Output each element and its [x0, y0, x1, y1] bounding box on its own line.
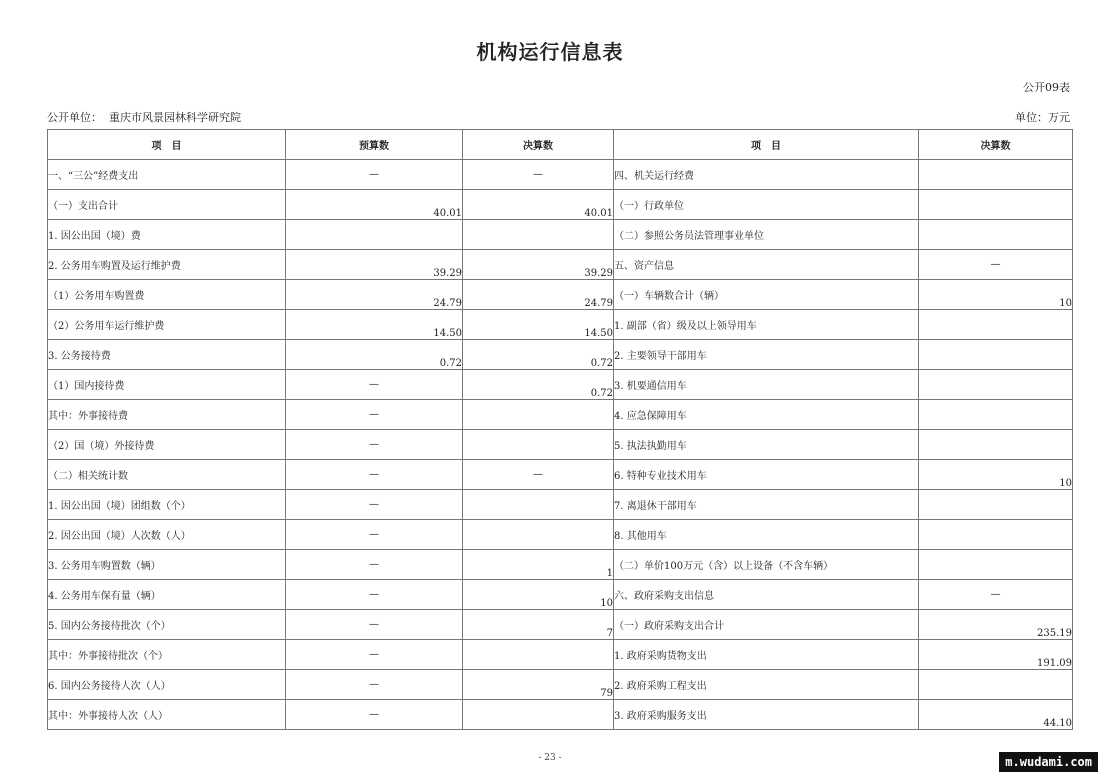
item-right-cell: 2. 主要领导干部用车: [614, 340, 919, 370]
page-title: 机构运行信息表: [476, 40, 624, 64]
final-right-cell: [919, 160, 1073, 190]
item-right-cell: 6. 特种专业技术用车: [614, 460, 919, 490]
item-left-cell: 6. 国内公务接待人次（人）: [48, 670, 286, 700]
final-left-cell: 14.50: [463, 310, 614, 340]
item-left-cell: （1）公务用车购置费: [48, 280, 286, 310]
table-body: [48, 160, 1073, 730]
item-left-cell: 其中：外事接待批次（个）: [48, 640, 286, 670]
form-code: 公开09表: [1023, 81, 1070, 94]
table-row: [48, 280, 1073, 310]
final-right-cell: 191.09: [919, 640, 1073, 670]
item-right-cell: 8. 其他用车: [614, 520, 919, 550]
budget-cell: —: [286, 160, 463, 190]
final-left-cell: [463, 640, 614, 670]
budget-cell: —: [286, 520, 463, 550]
budget-cell: 24.79: [286, 280, 463, 310]
final-right-cell: [919, 670, 1073, 700]
table-row: [48, 370, 1073, 400]
final-left-cell: 10: [463, 580, 614, 610]
publishing-unit: [47, 109, 241, 125]
final-left-cell: [463, 520, 614, 550]
item-left-cell: 2. 因公出国（境）人次数（人）: [48, 520, 286, 550]
budget-cell: —: [286, 550, 463, 580]
currency-unit: 单位：万元: [1015, 111, 1070, 124]
final-right-cell: [919, 490, 1073, 520]
item-right-cell: 1. 政府采购货物支出: [614, 640, 919, 670]
publishing-unit-name: 重庆市风景园林科学研究院: [109, 111, 241, 124]
final-left-cell: 40.01: [463, 190, 614, 220]
item-right-cell: （一）政府采购支出合计: [614, 610, 919, 640]
final-right-cell: [919, 520, 1073, 550]
final-left-cell: 0.72: [463, 370, 614, 400]
item-right-cell: 3. 机要通信用车: [614, 370, 919, 400]
col-header-final-right: 决算数: [919, 130, 1073, 160]
item-left-cell: （2）公务用车运行维护费: [48, 310, 286, 340]
item-right-cell: 7. 离退休干部用车: [614, 490, 919, 520]
table-row: [48, 340, 1073, 370]
item-left-cell: 2. 公务用车购置及运行维护费: [48, 250, 286, 280]
budget-cell: —: [286, 400, 463, 430]
final-right-cell: [919, 400, 1073, 430]
table-row: [48, 400, 1073, 430]
final-left-cell: 1: [463, 550, 614, 580]
table-row: [48, 220, 1073, 250]
table-row: [48, 310, 1073, 340]
col-header-item-left: 项 目: [48, 130, 286, 160]
final-right-cell: [919, 340, 1073, 370]
budget-cell: 14.50: [286, 310, 463, 340]
final-right-cell: [919, 550, 1073, 580]
budget-cell: —: [286, 430, 463, 460]
budget-cell: 40.01: [286, 190, 463, 220]
table-row: [48, 640, 1073, 670]
table-row: [48, 490, 1073, 520]
budget-cell: —: [286, 700, 463, 730]
budget-cell: —: [286, 610, 463, 640]
col-header-budget: 预算数: [286, 130, 463, 160]
budget-cell: —: [286, 460, 463, 490]
table-row: [48, 670, 1073, 700]
page-number: - 23 -: [538, 753, 562, 763]
item-left-cell: 一、“三公”经费支出: [48, 160, 286, 190]
item-left-cell: 其中：外事接待人次（人）: [48, 700, 286, 730]
header-row: [48, 130, 1073, 160]
budget-cell: —: [286, 580, 463, 610]
item-left-cell: （一）支出合计: [48, 190, 286, 220]
item-left-cell: 其中：外事接待费: [48, 400, 286, 430]
table-row: [48, 430, 1073, 460]
budget-cell: 39.29: [286, 250, 463, 280]
final-left-cell: [463, 490, 614, 520]
institution-operation-table: [47, 129, 1073, 730]
final-right-cell: 235.19: [919, 610, 1073, 640]
budget-cell: 0.72: [286, 340, 463, 370]
final-left-cell: 24.79: [463, 280, 614, 310]
table-row: [48, 550, 1073, 580]
item-right-cell: 2. 政府采购工程支出: [614, 670, 919, 700]
item-right-cell: （一）行政单位: [614, 190, 919, 220]
final-right-cell: [919, 310, 1073, 340]
final-left-cell: 0.72: [463, 340, 614, 370]
final-right-cell: 10: [919, 460, 1073, 490]
item-left-cell: （二）相关统计数: [48, 460, 286, 490]
final-right-cell: [919, 220, 1073, 250]
item-left-cell: （1）国内接待费: [48, 370, 286, 400]
final-right-cell: 44.10: [919, 700, 1073, 730]
item-left-cell: 1. 因公出国（境）团组数（个）: [48, 490, 286, 520]
final-left-cell: [463, 430, 614, 460]
table-row: [48, 610, 1073, 640]
publishing-unit-label: 公开单位：: [47, 111, 102, 124]
item-right-cell: 五、资产信息: [614, 250, 919, 280]
item-right-cell: 4. 应急保障用车: [614, 400, 919, 430]
item-right-cell: 3. 政府采购服务支出: [614, 700, 919, 730]
final-left-cell: [463, 400, 614, 430]
final-left-cell: —: [463, 160, 614, 190]
item-right-cell: 六、政府采购支出信息: [614, 580, 919, 610]
final-right-cell: 10: [919, 280, 1073, 310]
final-right-cell: —: [919, 580, 1073, 610]
item-left-cell: 5. 国内公务接待批次（个）: [48, 610, 286, 640]
final-right-cell: [919, 190, 1073, 220]
final-left-cell: 7: [463, 610, 614, 640]
item-left-cell: （2）国（境）外接待费: [48, 430, 286, 460]
item-right-cell: （二）单价100万元（含）以上设备（不含车辆）: [614, 550, 919, 580]
item-left-cell: 3. 公务接待费: [48, 340, 286, 370]
table-row: [48, 250, 1073, 280]
final-right-cell: —: [919, 250, 1073, 280]
final-left-cell: —: [463, 460, 614, 490]
final-left-cell: 79: [463, 670, 614, 700]
budget-cell: —: [286, 370, 463, 400]
final-right-cell: [919, 430, 1073, 460]
watermark-badge: m.wudami.com: [999, 752, 1098, 772]
item-left-cell: 4. 公务用车保有量（辆）: [48, 580, 286, 610]
budget-cell: —: [286, 640, 463, 670]
item-left-cell: 1. 因公出国（境）费: [48, 220, 286, 250]
col-header-item-right: 项 目: [614, 130, 919, 160]
table-row: [48, 190, 1073, 220]
table-row: [48, 520, 1073, 550]
item-right-cell: 四、机关运行经费: [614, 160, 919, 190]
table-row: [48, 160, 1073, 190]
item-right-cell: （一）车辆数合计（辆）: [614, 280, 919, 310]
col-header-final-left: 决算数: [463, 130, 614, 160]
table-row: [48, 460, 1073, 490]
item-right-cell: （二）参照公务员法管理事业单位: [614, 220, 919, 250]
final-right-cell: [919, 370, 1073, 400]
budget-cell: —: [286, 490, 463, 520]
final-left-cell: 39.29: [463, 250, 614, 280]
budget-cell: [286, 220, 463, 250]
final-left-cell: [463, 220, 614, 250]
item-right-cell: 5. 执法执勤用车: [614, 430, 919, 460]
final-left-cell: [463, 700, 614, 730]
table-row: [48, 580, 1073, 610]
item-right-cell: 1. 副部（省）级及以上领导用车: [614, 310, 919, 340]
budget-cell: —: [286, 670, 463, 700]
item-left-cell: 3. 公务用车购置数（辆）: [48, 550, 286, 580]
table-row: [48, 700, 1073, 730]
